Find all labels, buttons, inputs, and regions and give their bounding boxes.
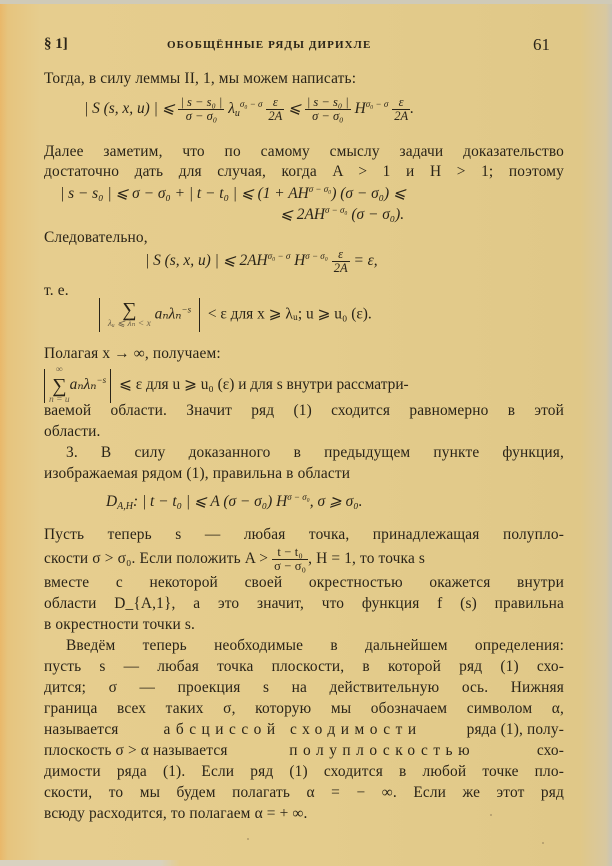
page-number: 61 [533, 35, 550, 54]
text-line: области. [44, 423, 101, 440]
formula-2b: ⩽ $2AH^{\sigma - \sigma_0}$ (σ − σ₀). [280, 205, 405, 223]
text-line: Полагая x → ∞, получаем: [44, 345, 221, 362]
abs-bar [99, 298, 100, 332]
running-header [44, 36, 560, 56]
fraction: $\frac{\varepsilon}{2A}$ [333, 247, 348, 276]
formula-6: $D_{A,H}$: | t − t₀ | ⩽ A (σ − σ₀) $H^{\sigma - \sigma_0}$, σ ⩾ σ₀. [106, 492, 363, 512]
emphasized-term: полуплоскостью [289, 742, 476, 759]
summation: ∑ λᵤ ⩽ λₙ < x [107, 299, 151, 330]
section-number: § 1] [44, 36, 68, 52]
text-line: пусть s — любая точка плоскости, в которой ряд (1) схо- [44, 658, 564, 675]
fraction: $\frac{\text{| s − s₀ |}}{\text{σ − σ₀}}$ [180, 95, 223, 124]
formula-1: | S (s, x, u) | ⩽ $\frac{\text{| s − s₀ |}}{\text{σ − σ₀}}$ $\lambda_u^{\sigma_0 - \sigma}$ $\frac{\varepsilon}{2A}$ ⩽ $\frac{\text{| s − s₀ |}}{\text{σ − σ₀}}$ $H^{\sigma_0 - \sigma}$ $\frac{\varepsilon}{2A}$ . [84, 95, 414, 124]
fraction: $\frac{\text{t − t₀}}{\text{σ − σ₀}}$ [274, 545, 307, 574]
text-line: достаточно дать для случая, когда A > 1 и H > 1; поэтому [44, 163, 564, 180]
text-line: скости σ > σ₀. Если положить A > $\frac{\text{t − t₀}}{\text{σ − σ₀}}$ , H = 1, то точка s [44, 545, 426, 574]
summation: ∞ ∑ n = u [49, 365, 70, 405]
text-line: т. е. [44, 282, 69, 299]
paper-speck [542, 842, 544, 844]
text-line: скости, то мы будем полагать α = − ∞. Если же этот ряд [44, 784, 564, 801]
text-line: Введём теперь необходимые в дальнейшем определения: [66, 637, 564, 654]
fraction: $\frac{\text{| s − s₀ |}}{\text{σ − σ₀}}$ [306, 95, 349, 124]
formula-2a: | s − s₀ | ⩽ σ − σ₀ + | t − t₀ | ⩽ $(1 + AH^{\sigma - \sigma_0})$ (σ − σ₀) ⩽ [60, 184, 406, 202]
formula-4: ∑ λᵤ ⩽ λₙ < x aₙλₙ$^{-s}$ < ε для x ⩾ λᵤ; u ⩾ u₀ (ε). [95, 298, 372, 332]
text-line: Далее заметим, что по самому смыслу задачи доказательство [44, 143, 564, 160]
text-line: 3. В силу доказанного в предыдущем пункте функция, [66, 444, 564, 461]
abs-bar [199, 298, 200, 332]
text-line: граница всех таких σ, которую мы обозначаем символом α, [44, 700, 564, 717]
fraction: $\frac{\varepsilon}{2A}$ [268, 95, 283, 124]
abs-bar [110, 369, 111, 403]
text-line: Пусть теперь s — любая точка, принадлежащая полупло- [44, 526, 564, 543]
text-line: ваемой области. Значит ряд (1) сходится равномерно в этой [44, 402, 564, 419]
emphasized-term: абсциссой сходимости [163, 721, 422, 738]
text-line: изображаемая рядом (1), правильна в области [44, 465, 351, 482]
paper-speck [490, 814, 492, 816]
text-line: всюду расходится, то полагаем α = + ∞. [44, 805, 308, 822]
text-line: в окрестности точки s. [44, 616, 195, 633]
text-line: плоскость σ > α называется полуплоскостью схо- [44, 742, 564, 759]
text-line: называется абсциссой сходимости ряда (1), полу- [44, 721, 564, 738]
fraction: $\frac{\varepsilon}{2A}$ [394, 95, 409, 124]
text-line: области D_{A,1}, а это значит, что функция f (s) правильна [44, 595, 564, 612]
formula-3: | S (s, x, u) | ⩽ $2AH^{\sigma_0 - \sigma}$ $H^{\sigma - \sigma_0}$ $\frac{\varepsilon}{2A}$ = ε, [145, 247, 378, 276]
text-line: Следовательно, [44, 229, 148, 246]
text-line: дится; σ — проекция s на действительную ось. Нижняя [44, 679, 564, 696]
abs-bar [44, 369, 45, 403]
formula-5: ∞ ∑ n = u aₙλₙ$^{-s}$ ⩽ ε для u ⩾ u₀ (ε) и для s внутри рассматри- [44, 366, 564, 405]
text-line: димости ряда (1). Если ряд (1) сходится в любой точке пло- [44, 763, 564, 780]
paper-speck [247, 838, 249, 840]
running-title: ОБОБЩЁННЫЕ РЯДЫ ДИРИХЛЕ [167, 39, 372, 51]
formula-lhs: | S (s, x, u) | ⩽ [84, 100, 175, 118]
text-line: вместе с некоторой своей окрестностью окажется внутри [44, 574, 564, 591]
text-line: Тогда, в силу леммы II, 1, мы можем написать: [44, 70, 357, 87]
